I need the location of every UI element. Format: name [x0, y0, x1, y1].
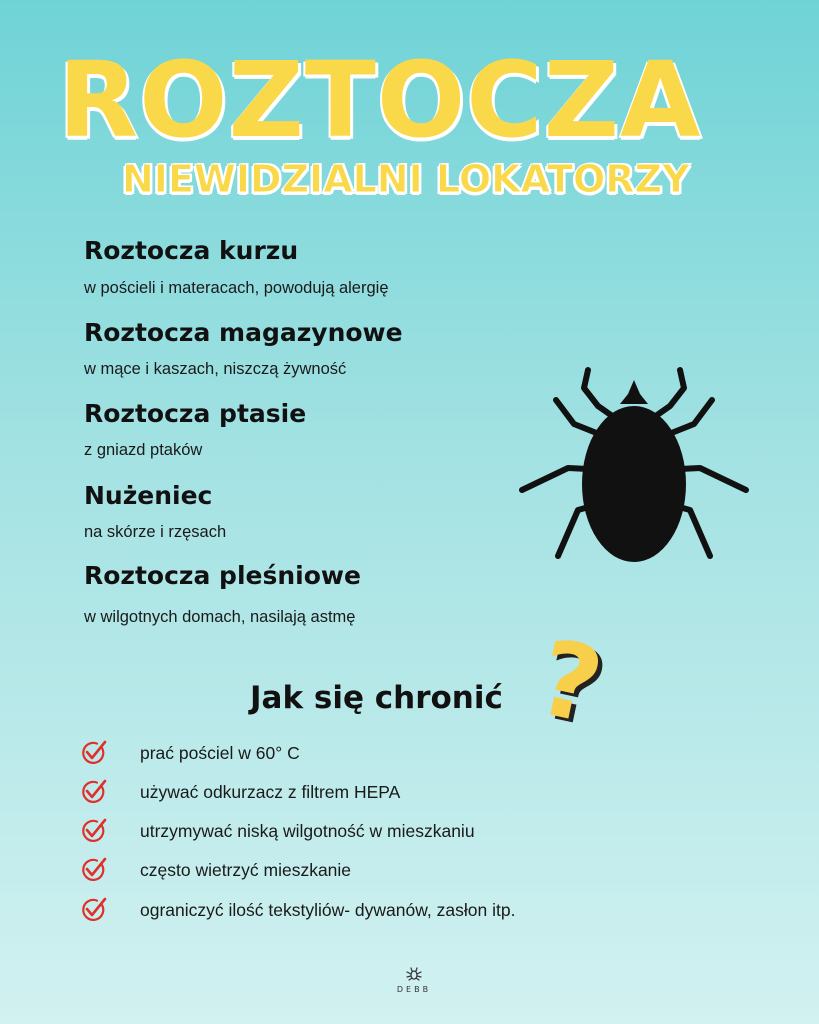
brand-name: DEBB [396, 985, 432, 994]
prevention-tip-text: utrzymywać niską wilgotność w mieszkaniu [140, 821, 475, 841]
checkmark-circle-icon [80, 896, 108, 924]
mite-type-name: Nużeniec [84, 481, 213, 510]
mite-type-item [84, 399, 307, 459]
mite-type-description: w mące i kaszach, niszczą żywność [84, 360, 347, 378]
prevention-tip-text: używać odkurzacz z filtrem HEPA [140, 782, 401, 802]
page-subtitle: NIEWIDZIALNI LOKATORZY [122, 157, 690, 201]
mite-type-name: Roztocza pleśniowe [84, 561, 361, 590]
mite-type-description: na skórze i rzęsach [84, 523, 227, 541]
checkmark-circle-icon [80, 739, 108, 767]
brand-logo [394, 966, 434, 994]
prevention-tip-text: często wietrzyć mieszkanie [140, 860, 352, 880]
checkmark-circle-icon [80, 778, 108, 806]
mite-type-name: Roztocza kurzu [84, 236, 299, 265]
mite-type-item [84, 481, 227, 541]
mite-type-item [84, 236, 389, 297]
prevention-heading: Jak się chronić [250, 680, 503, 716]
checkmark-circle-icon [80, 817, 108, 845]
mite-type-description: w wilgotnych domach, nasilają astmę [84, 608, 356, 626]
mite-type-name: Roztocza magazynowe [84, 318, 403, 347]
mite-type-description: z gniazd ptaków [84, 441, 203, 459]
prevention-tip-text: ograniczyć ilość tekstyliów- dywanów, zasłon itp. [140, 900, 516, 920]
mite-type-item [84, 561, 361, 626]
prevention-tip-text: prać pościel w 60° C [140, 743, 300, 763]
bug-logo-icon [406, 967, 422, 981]
page-title: ROZTOCZA [58, 39, 702, 161]
mite-type-description: w pościeli i materacach, powodują alergię [84, 279, 389, 297]
mite-type-item [84, 318, 403, 378]
checkmark-circle-icon [80, 856, 108, 884]
mite-silhouette-icon [518, 360, 750, 570]
question-mark: ? [527, 616, 613, 748]
mite-type-name: Roztocza ptasie [84, 399, 307, 428]
